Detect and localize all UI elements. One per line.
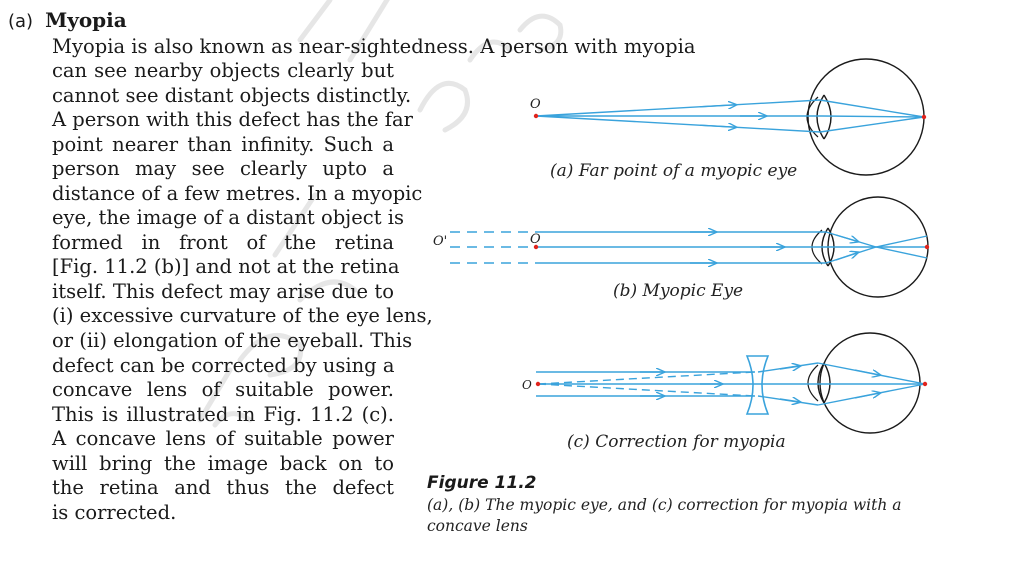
paragraph-line: can see nearby objects clearly but — [52, 59, 394, 82]
caption-panel-b: (b) Myopic Eye — [613, 281, 744, 301]
point-o-label-a: O — [530, 97, 541, 112]
paragraph-line: (i) excessive curvature of the eye lens, — [52, 304, 433, 328]
panel-a-diagram — [534, 59, 926, 175]
rays-a — [536, 100, 924, 132]
paragraph-line: point nearer than infinity. Such a — [52, 132, 394, 156]
paragraph-line: itself. This defect may arise due to — [52, 279, 394, 303]
paragraph-line: This is illustrated in Fig. 11.2 (c). — [52, 402, 394, 426]
concave-lens — [747, 356, 768, 414]
paragraph-line: concave lens of suitable power. — [52, 378, 394, 402]
rays-c — [536, 363, 925, 405]
point-o-label-b: O — [530, 232, 541, 247]
section-title: Myopia — [45, 8, 127, 32]
paragraph-line: will bring the image back on to — [52, 451, 394, 475]
figure-description — [427, 495, 947, 537]
paragraph-line: is corrected. — [52, 500, 177, 524]
paragraph-line: person may see clearly upto a — [52, 157, 394, 181]
figure-label: Figure 11.2 — [427, 473, 537, 493]
paragraph-line: cannot see distant objects distinctly. — [52, 83, 412, 107]
paragraph-line: distance of a few metres. In a myopic — [52, 181, 423, 205]
far-point-label-b: O' — [433, 234, 448, 249]
eyeball-c — [820, 333, 920, 433]
caption-panel-c: (c) Correction for myopia — [567, 432, 786, 452]
paragraph-line: A person with this defect has the far — [52, 108, 413, 132]
paragraph-line: defect can be corrected by using a — [52, 353, 395, 377]
figure-description-line: concave lens — [427, 517, 528, 535]
figure-description-line: (a), (b) The myopic eye, and (c) correction for myopia with a — [427, 496, 902, 514]
section-number: (a) — [8, 11, 34, 32]
paragraph-line: [Fig. 11.2 (b)] and not at the retina — [52, 255, 400, 279]
intro-line: Myopia is also known as near-sightedness. A person with myopia — [52, 35, 696, 58]
paragraph-line: or (ii) elongation of the eyeball. This — [52, 329, 413, 353]
panel-c-diagram — [536, 333, 927, 433]
paragraph-line: eye, the image of a distant object is — [52, 206, 404, 230]
rays-b — [450, 232, 927, 263]
paragraph-line: A concave lens of suitable power — [52, 427, 394, 451]
paragraph-line: formed in front of the retina — [52, 230, 394, 254]
paragraph-line: the retina and thus the defect — [52, 476, 394, 500]
caption-panel-a: (a) Far point of a myopic eye — [550, 161, 798, 181]
point-o-label-c: O — [522, 378, 532, 392]
